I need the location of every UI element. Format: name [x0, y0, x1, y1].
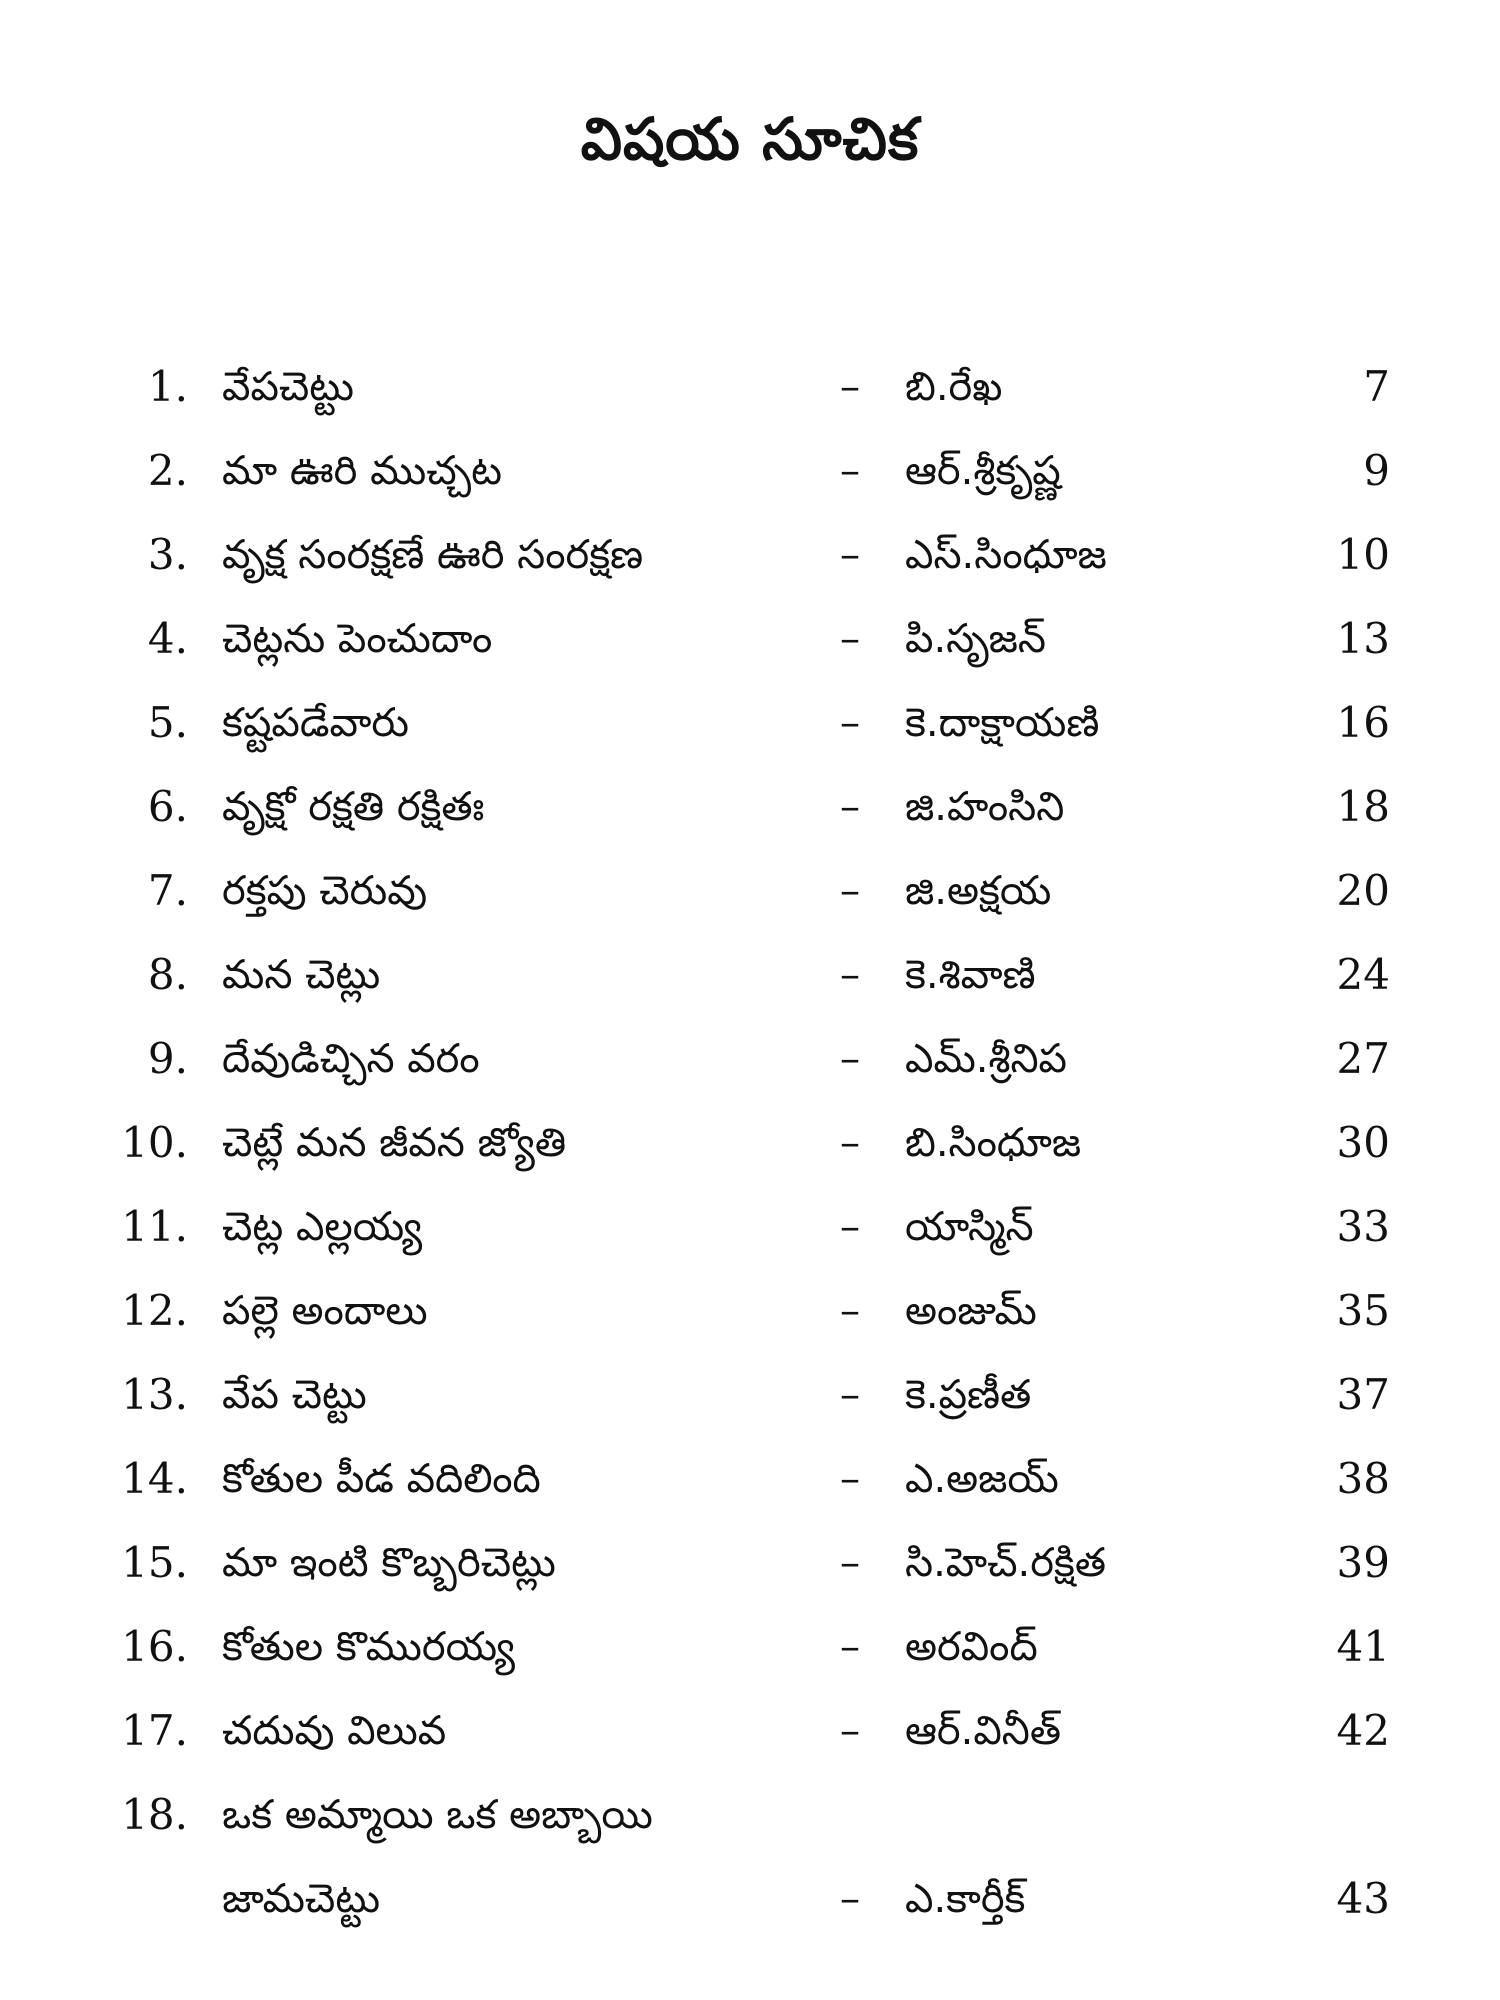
entry-page-number: 7 — [1363, 362, 1390, 411]
entry-author: ఎ.అజయ్ — [905, 1456, 1059, 1502]
entry-author: సి.హెచ్.రక్షిత — [905, 1540, 1106, 1586]
toc-entry — [0, 513, 1500, 597]
entry-page-number: 16 — [1336, 698, 1390, 747]
entry-title: మా ఇంటి కొబ్బరిచెట్లు — [222, 1540, 556, 1586]
entry-author: ఆర్.శ్రీకృష్ణ — [905, 448, 1061, 494]
toc-entry — [0, 1353, 1500, 1437]
toc-entry — [0, 1437, 1500, 1521]
entry-title: వేప చెట్టు — [222, 1372, 367, 1418]
entry-page-number: 20 — [1336, 866, 1390, 915]
entry-title-line-2: జామచెట్టు — [222, 1876, 381, 1922]
entry-number: 2. — [147, 446, 188, 495]
entry-dash: – — [840, 1036, 860, 1082]
entry-dash: – — [840, 1372, 860, 1418]
entry-author: ఎస్.సింధూజ — [905, 532, 1107, 578]
entry-title: కష్టపడేవారు — [222, 700, 409, 746]
entry-title: పల్లె అందాలు — [222, 1288, 428, 1334]
entry-author: యాస్మిన్ — [905, 1204, 1034, 1250]
toc-entry — [0, 1101, 1500, 1185]
entry-dash: – — [840, 784, 860, 830]
entry-dash: – — [840, 1204, 860, 1250]
entry-author: కె.ప్రణీత — [905, 1372, 1032, 1418]
entry-author: అరవింద్ — [905, 1624, 1038, 1670]
toc-entry — [0, 1773, 1500, 1941]
entry-page-number: 30 — [1336, 1118, 1390, 1167]
entry-title: వృక్షో రక్షతి రక్షితః — [222, 784, 485, 830]
entry-dash: – — [840, 448, 860, 494]
entry-number: 17. — [121, 1706, 188, 1755]
entry-number: 13. — [121, 1370, 188, 1419]
entry-title: కోతుల కొమురయ్య — [222, 1624, 515, 1670]
toc-entry — [0, 849, 1500, 933]
entry-author: ఆర్.వినీత్ — [905, 1708, 1061, 1754]
entry-title: కోతుల పీడ వదిలింది — [222, 1456, 541, 1502]
entry-number: 4. — [147, 614, 188, 663]
entry-title: రక్తపు చెరువు — [222, 868, 428, 914]
entry-author: ఎమ్.శ్రీనిప — [905, 1036, 1067, 1082]
toc-entry — [0, 933, 1500, 1017]
entry-title: వేపచెట్టు — [222, 364, 354, 410]
entry-page-number: 37 — [1336, 1370, 1390, 1419]
entry-author: కె.శివాణి — [905, 952, 1036, 998]
entry-title: చెట్లను పెంచుదాం — [222, 616, 493, 662]
entry-dash: – — [840, 1540, 860, 1586]
entry-author: కె.దాక్షాయణి — [905, 700, 1100, 746]
entry-page-number: 10 — [1336, 530, 1390, 579]
entry-author: ఎ.కార్తీక్ — [905, 1876, 1026, 1922]
toc-list — [0, 345, 1500, 1941]
toc-entry — [0, 1269, 1500, 1353]
toc-entry — [0, 1017, 1500, 1101]
entry-dash: – — [840, 952, 860, 998]
toc-entry — [0, 1521, 1500, 1605]
entry-author: జి.హంసిని — [905, 784, 1065, 830]
entry-dash: – — [840, 1456, 860, 1502]
entry-dash: – — [840, 1708, 860, 1754]
toc-entry — [0, 1689, 1500, 1773]
entry-title: మన చెట్లు — [222, 952, 381, 998]
entry-title: వృక్ష సంరక్షణే ఊరి సంరక్షణ — [222, 532, 644, 578]
entry-number: 15. — [121, 1538, 188, 1587]
entry-number: 18. — [121, 1790, 188, 1839]
entry-dash: – — [840, 1288, 860, 1334]
toc-entry — [0, 1185, 1500, 1269]
entry-dash: – — [840, 364, 860, 410]
entry-title: మా ఊరి ముచ్చట — [222, 448, 503, 494]
toc-entry — [0, 597, 1500, 681]
entry-page-number: 35 — [1336, 1286, 1390, 1335]
entry-number: 9. — [147, 1034, 188, 1083]
entry-page-number: 43 — [1336, 1874, 1390, 1923]
entry-number: 3. — [147, 530, 188, 579]
entry-dash: – — [840, 532, 860, 578]
toc-entry — [0, 1605, 1500, 1689]
page-title: విషయ సూచిక — [580, 105, 920, 173]
toc-entry — [0, 765, 1500, 849]
entry-title: దేవుడిచ్చిన వరం — [222, 1036, 480, 1082]
entry-page-number: 33 — [1336, 1202, 1390, 1251]
entry-title: చెట్లే మన జీవన జ్యోతి — [222, 1120, 567, 1166]
entry-number: 11. — [121, 1202, 188, 1251]
entry-dash: – — [840, 868, 860, 914]
entry-number: 7. — [147, 866, 188, 915]
entry-page-number: 39 — [1336, 1538, 1390, 1587]
entry-title — [222, 1773, 653, 1941]
entry-page-number: 9 — [1363, 446, 1390, 495]
entry-dash: – — [840, 1120, 860, 1166]
entry-author: బి.రేఖ — [905, 364, 1003, 410]
entry-author: బి.సింధూజ — [905, 1120, 1082, 1166]
entry-number: 14. — [121, 1454, 188, 1503]
entry-number: 1. — [147, 362, 188, 411]
entry-page-number: 24 — [1336, 950, 1390, 999]
entry-page-number: 41 — [1336, 1622, 1390, 1671]
entry-number: 6. — [147, 782, 188, 831]
entry-author: జి.అక్షయ — [905, 868, 1052, 914]
entry-title: చదువు విలువ — [222, 1708, 447, 1754]
entry-page-number: 42 — [1336, 1706, 1390, 1755]
entry-author: అంజుమ్ — [905, 1288, 1037, 1334]
entry-title-line-1: ఒక అమ్మాయి ఒక అబ్బాయి — [222, 1792, 653, 1838]
entry-page-number: 27 — [1336, 1034, 1390, 1083]
entry-author: పి.సృజన్ — [905, 616, 1046, 662]
entry-page-number: 38 — [1336, 1454, 1390, 1503]
entry-number: 5. — [147, 698, 188, 747]
entry-number: 16. — [121, 1622, 188, 1671]
entry-number: 8. — [147, 950, 188, 999]
entry-number: 10. — [121, 1118, 188, 1167]
entry-page-number: 13 — [1336, 614, 1390, 663]
entry-title: చెట్ల ఎల్లయ్య — [222, 1204, 423, 1250]
toc-entry — [0, 345, 1500, 429]
toc-entry — [0, 681, 1500, 765]
toc-entry — [0, 429, 1500, 513]
entry-page-number: 18 — [1336, 782, 1390, 831]
entry-number: 12. — [121, 1286, 188, 1335]
entry-dash: – — [840, 1624, 860, 1670]
entry-dash: – — [840, 616, 860, 662]
entry-dash: – — [840, 1876, 860, 1922]
entry-dash: – — [840, 700, 860, 746]
